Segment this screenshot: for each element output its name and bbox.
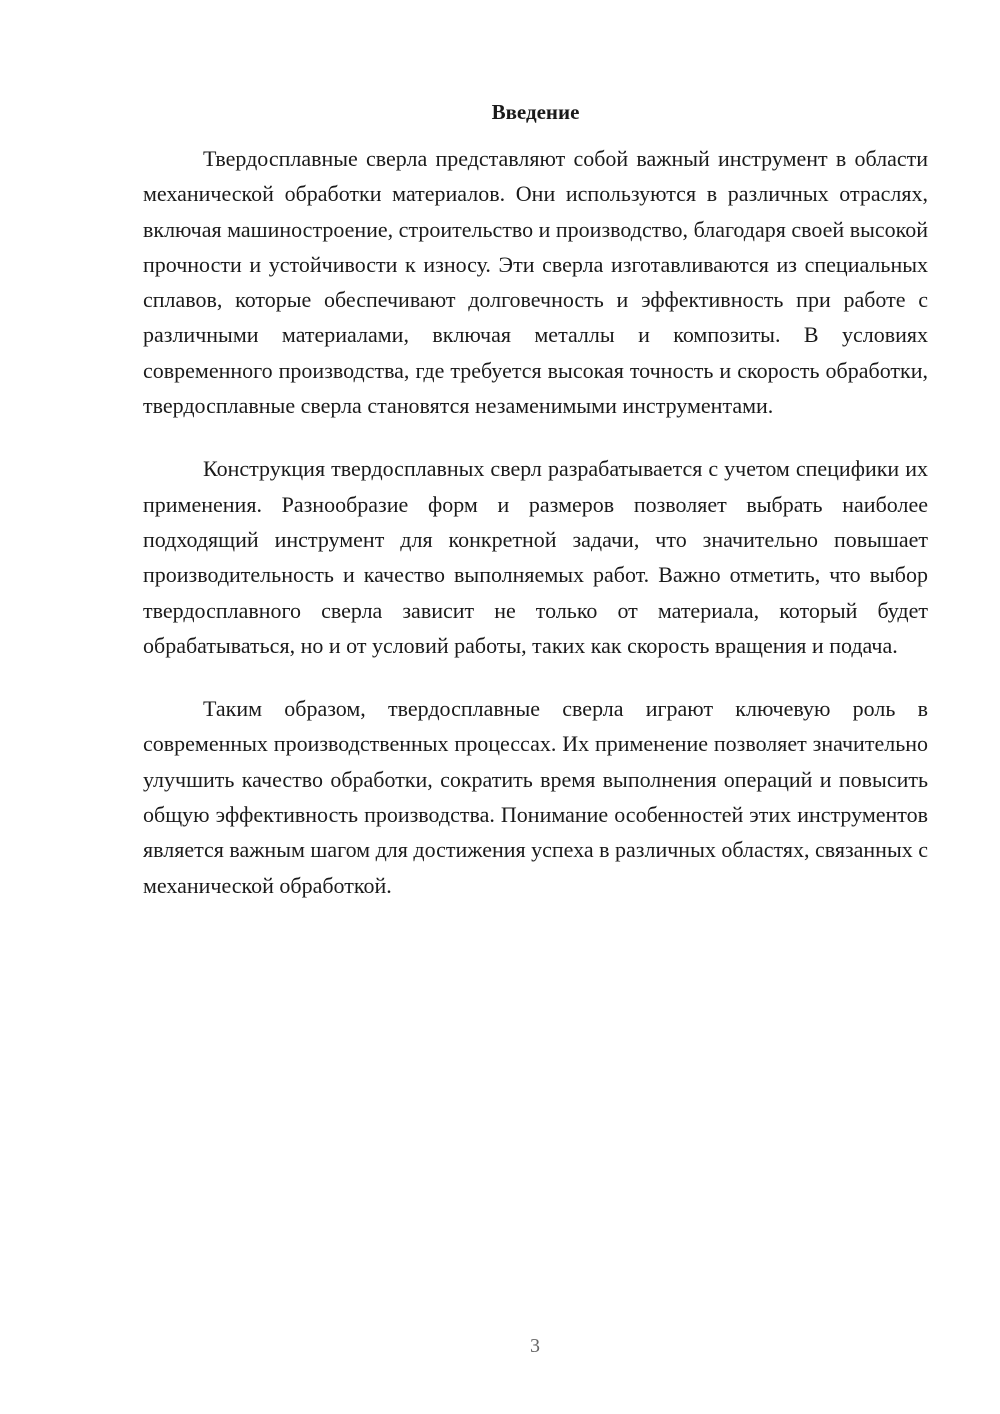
paragraph-1: Твердосплавные сверла представляют собой важный инструмент в области механической обработки материалов. Они используются в различных отраслях, включая машиностроение, строительство и производство, благодаря своей высокой прочности и устойчивости к износу. Эти сверла изготавливаются из специальных сплавов, которые обеспечивают долговечность и эффективность при работе с различными материалами, включая металлы и композиты. В условиях современного производства, где требуется высокая точность и скорость обработки, твердосплавные сверла становятся незаменимыми инструментами. [143,146,928,419]
paragraph-2: Конструкция твердосплавных сверл разрабатывается с учетом специфики их применения. Разнообразие форм и размеров позволяет выбрать наиболее подходящий инструмент для конкретной задачи, что значительно повышает производительность и качество выполняемых работ. Важно отметить, что выбор твердосплавного сверла зависит не только от материала, который будет обрабатываться, но и от условий работы, таких как скорость вращения и подача. [143,456,928,658]
section-heading: Введение [491,100,580,124]
body-text [143,141,928,931]
page-number: 3 [530,1335,540,1357]
paragraph-3: Таким образом, твердосплавные сверла играют ключевую роль в современных производственных процессах. Их применение позволяет значительно улучшить качество обработки, сократить время выполнения операций и повысить общую эффективность производства. Понимание особенностей этих инструментов является важным шагом для достижения успеха в различных областях, связанных с механической обработкой. [143,696,928,898]
